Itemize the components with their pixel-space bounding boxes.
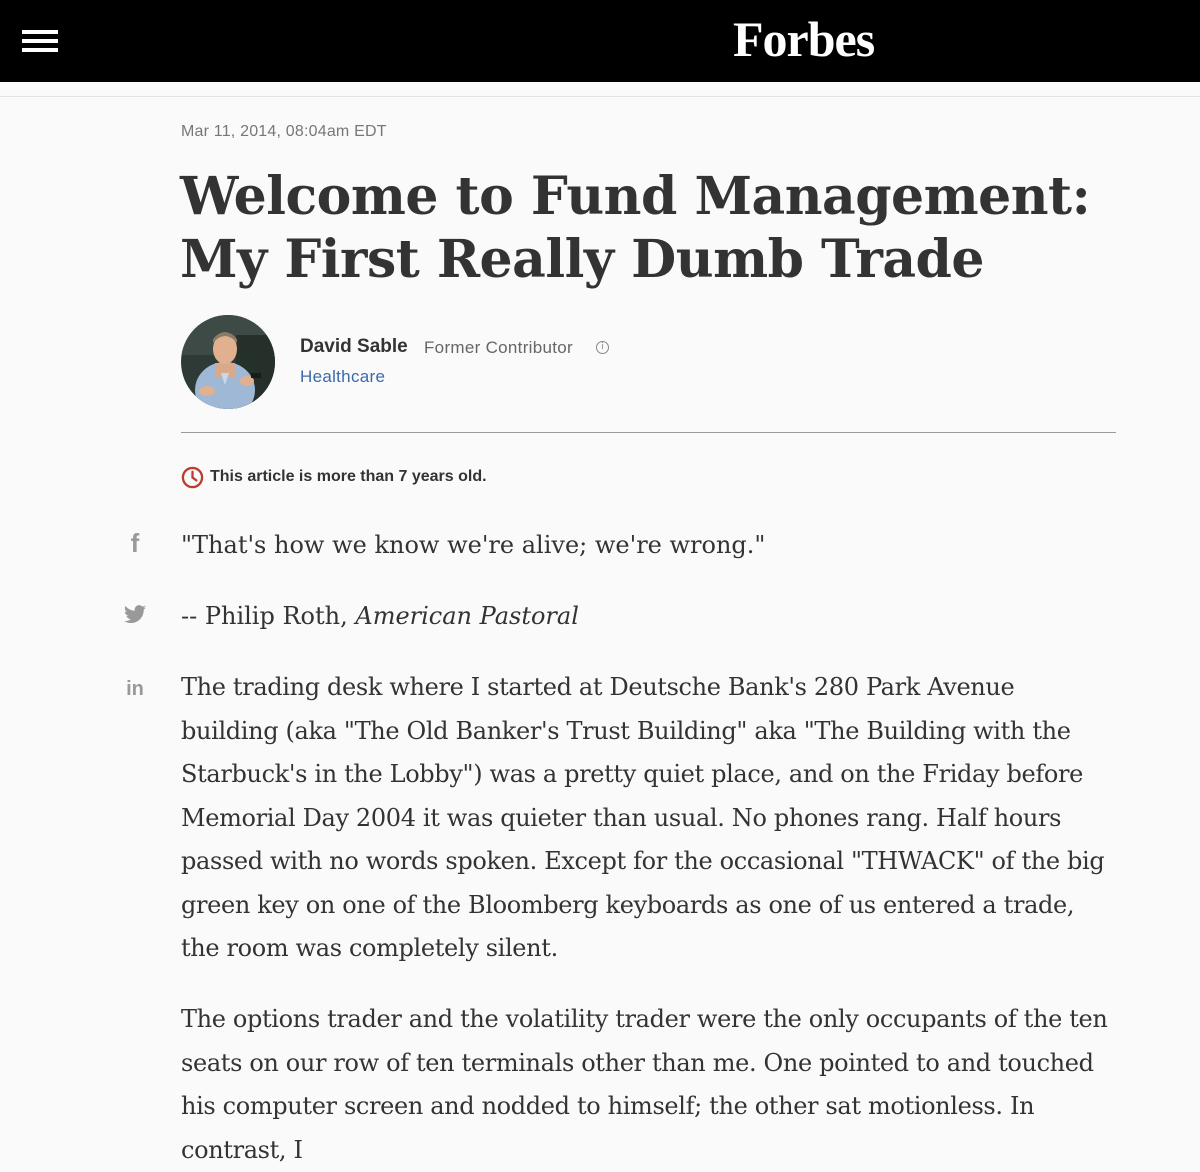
author-divider [181, 432, 1116, 433]
facebook-icon[interactable]: f [130, 528, 140, 558]
author-section-link[interactable]: Healthcare [300, 367, 386, 386]
hamburger-line [22, 30, 58, 34]
hamburger-line [22, 39, 58, 43]
top-navigation-bar [0, 0, 1200, 82]
article-quote: "That's how we know we're alive; we're wrong." [181, 531, 766, 559]
twitter-icon[interactable] [120, 604, 150, 634]
author-name[interactable]: David Sable [300, 336, 408, 357]
author-avatar[interactable] [181, 315, 275, 409]
article-paragraph: The options trader and the volatility trader were the only occupants of the ten seats on our row of ten terminals other than me. One pointed to and touched his computer screen and nodded to himself; the other sat motionless. In contrast, I [181, 1005, 1108, 1164]
header-divider [0, 96, 1200, 97]
article-paragraph: The trading desk where I started at Deutsche Bank's 280 Park Avenue building (aka "The Old Banker's Trust Building" aka "The Building with the Starbuck's in the Lobby") was a pretty quiet place, and on the Friday before Memorial Day 2004 it was quieter than usual. No phones rang. Half hours passed with no words spoken. Except for the occasional "THWACK" of the big green key on one of the Bloomberg keyboards as one of us entered a trade, the room was completely silent. [181, 673, 1105, 962]
info-icon[interactable]: i [596, 341, 609, 354]
hamburger-menu-icon[interactable] [22, 28, 58, 54]
article-dateline: Mar 11, 2014, 08:04am EDT [181, 123, 387, 140]
article-title: Welcome to Fund Management: My First Really Dumb Trade [180, 166, 1091, 290]
linkedin-icon[interactable]: in [126, 678, 144, 700]
attribution-author: -- Philip Roth, [181, 602, 356, 630]
article-age-notice: This article is more than 7 years old. [210, 468, 487, 485]
clock-icon [181, 466, 204, 489]
forbes-logo[interactable]: Forbes [733, 11, 875, 67]
author-role: Former Contributor [424, 338, 573, 357]
hamburger-line [22, 48, 58, 52]
attribution-work: American Pastoral [355, 602, 579, 630]
quote-attribution [181, 595, 1116, 639]
